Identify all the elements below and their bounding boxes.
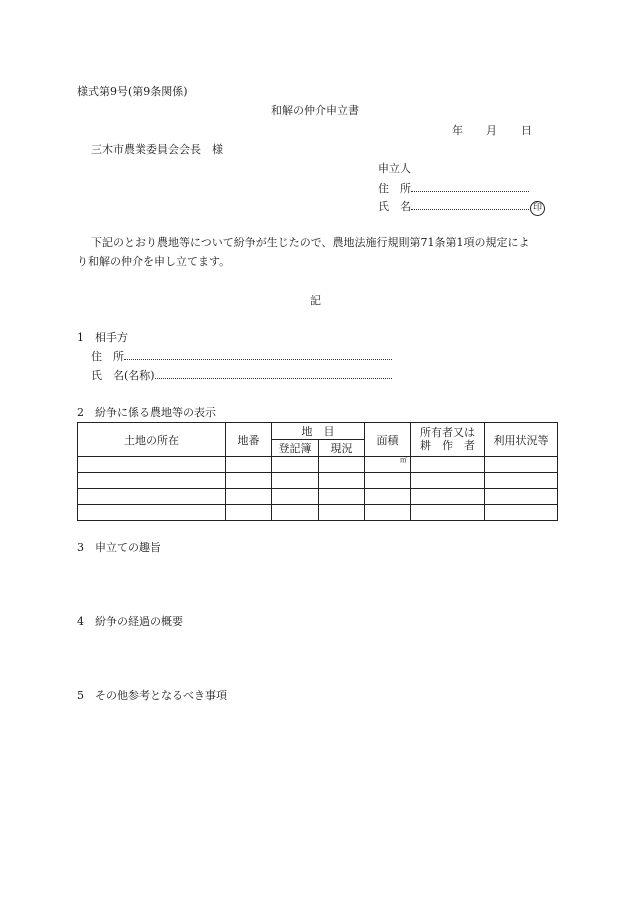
applicant-name — [378, 200, 545, 216]
applicant-name-line — [411, 200, 529, 210]
cell-usage[interactable] — [485, 473, 558, 489]
area-unit: ㎡ — [400, 456, 407, 464]
cell-usage[interactable] — [485, 457, 558, 473]
opponent-address — [91, 350, 392, 362]
cell-current[interactable] — [319, 489, 365, 505]
header-land-category: 地 目 — [272, 423, 365, 440]
cell-registry[interactable] — [272, 505, 319, 521]
cell-lot-number[interactable] — [226, 505, 272, 521]
table-row — [78, 489, 558, 505]
cell-usage[interactable] — [485, 489, 558, 505]
cell-lot-number[interactable] — [226, 489, 272, 505]
table-row — [78, 505, 558, 521]
cell-location[interactable] — [78, 457, 226, 473]
cell-current[interactable] — [319, 505, 365, 521]
header-lot-number: 地番 — [226, 423, 272, 457]
farmland-table — [77, 422, 558, 521]
table-header-row — [78, 423, 558, 440]
cell-registry[interactable] — [272, 473, 319, 489]
applicant-address-label: 住 所 — [378, 182, 411, 195]
date-day: 日 — [521, 124, 532, 137]
header-current: 現況 — [319, 440, 365, 457]
header-area: 面積 — [365, 423, 411, 457]
opponent-address-line — [124, 350, 392, 360]
cell-area[interactable] — [365, 457, 411, 473]
seal-mark-icon: 印 — [530, 201, 545, 216]
body-text-line-2: り和解の仲介を申し立てます。 — [77, 255, 231, 268]
applicant-name-label: 氏 名 — [378, 200, 411, 213]
cell-area[interactable] — [365, 505, 411, 521]
cell-current[interactable] — [319, 457, 365, 473]
cell-area[interactable] — [365, 473, 411, 489]
cell-lot-number[interactable] — [226, 457, 272, 473]
cell-owner[interactable] — [411, 505, 485, 521]
cell-registry[interactable] — [272, 457, 319, 473]
header-usage: 利用状況等 — [485, 423, 558, 457]
section-4-heading: 4 紛争の経過の概要 — [77, 615, 183, 628]
cell-usage[interactable] — [485, 505, 558, 521]
form-number: 様式第9号(第9条関係) — [77, 85, 188, 98]
cell-owner[interactable] — [411, 473, 485, 489]
applicant-address — [378, 182, 529, 194]
cell-owner[interactable] — [411, 457, 485, 473]
header-registry: 登記簿 — [272, 440, 319, 457]
cell-current[interactable] — [319, 473, 365, 489]
section-3-heading: 3 申立ての趣旨 — [77, 541, 161, 554]
applicant-heading: 申立人 — [378, 162, 411, 175]
applicant-address-line — [411, 182, 529, 192]
opponent-name-line — [155, 369, 392, 379]
header-owner-line-2: 耕 作 者 — [420, 438, 475, 452]
document-title: 和解の仲介申立書 — [271, 104, 359, 117]
table-row — [78, 457, 558, 473]
cell-area[interactable] — [365, 489, 411, 505]
ki-heading: 記 — [310, 294, 321, 307]
body-text-line-1: 下記のとおり農地等について紛争が生じたので、農地法施行規則第71条第1項の規定によ — [91, 236, 530, 249]
cell-location[interactable] — [78, 473, 226, 489]
addressee: 三木市農業委員会会長 様 — [91, 143, 223, 156]
cell-registry[interactable] — [272, 489, 319, 505]
cell-location[interactable] — [78, 489, 226, 505]
header-location: 土地の所在 — [78, 423, 226, 457]
opponent-name-label: 氏 名(名称) — [91, 369, 155, 382]
date-month: 月 — [486, 124, 497, 137]
table-row — [78, 473, 558, 489]
section-5-heading: 5 その他参考となるべき事項 — [77, 689, 227, 702]
cell-owner[interactable] — [411, 489, 485, 505]
opponent-name — [91, 369, 392, 381]
cell-location[interactable] — [78, 505, 226, 521]
opponent-address-label: 住 所 — [91, 350, 124, 363]
cell-lot-number[interactable] — [226, 473, 272, 489]
date-year: 年 — [452, 124, 463, 137]
header-owner-line-1: 所有者又は — [420, 425, 475, 439]
section-1-heading: 1 相手方 — [77, 331, 128, 344]
section-2-heading: 2 紛争に係る農地等の表示 — [77, 406, 216, 419]
header-owner — [411, 423, 485, 457]
